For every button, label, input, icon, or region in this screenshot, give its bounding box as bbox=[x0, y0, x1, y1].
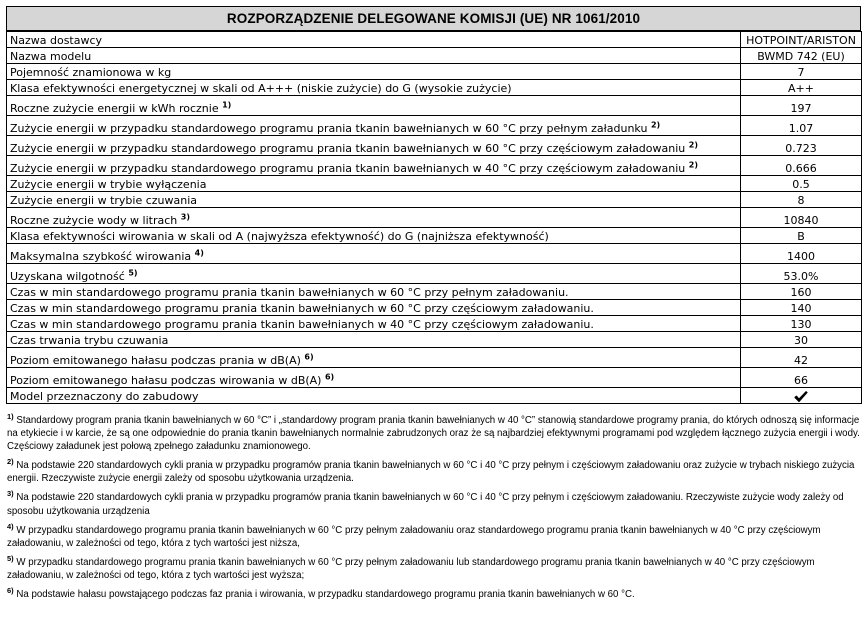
footnotes bbox=[7, 411, 860, 607]
row-label-cell bbox=[7, 368, 741, 388]
footnote-ref: 5) bbox=[128, 268, 138, 278]
row-label-cell bbox=[7, 348, 741, 368]
row-label-cell bbox=[7, 388, 741, 404]
row-label: Roczne zużycie wody w litrach bbox=[10, 214, 178, 227]
row-label-cell bbox=[7, 264, 741, 284]
row-value-cell bbox=[741, 284, 862, 300]
footnote-ref: 2) bbox=[650, 120, 661, 130]
footnote-ref: 2) bbox=[688, 140, 698, 150]
row-label-cell bbox=[7, 64, 741, 80]
row-value: 66 bbox=[794, 374, 808, 387]
row-value-cell bbox=[741, 264, 862, 284]
row-value-cell bbox=[741, 116, 862, 136]
footnote-marker: 2) bbox=[7, 457, 14, 467]
footnote bbox=[7, 491, 860, 517]
row-value: 1.07 bbox=[788, 122, 814, 135]
table-row bbox=[7, 284, 862, 300]
footnote-ref: 1) bbox=[222, 100, 232, 110]
regulation-title-bar bbox=[6, 6, 861, 31]
row-label: Pojemność znamionowa w kg bbox=[10, 66, 172, 79]
table-row bbox=[7, 48, 862, 64]
table-row bbox=[7, 368, 862, 388]
row-label: Uzyskana wilgotność bbox=[10, 270, 125, 283]
row-value: 130 bbox=[790, 318, 812, 331]
row-label-cell bbox=[7, 32, 741, 48]
table-row bbox=[7, 228, 862, 244]
row-value: 42 bbox=[794, 354, 808, 367]
footnote bbox=[7, 459, 860, 485]
row-value: BWMD 742 (EU) bbox=[757, 50, 845, 63]
footnote-marker: 1) bbox=[7, 411, 14, 421]
row-value-cell bbox=[741, 80, 862, 96]
row-label-cell bbox=[7, 300, 741, 316]
row-label: Zużycie energii w trybie czuwania bbox=[10, 194, 198, 207]
row-label-cell bbox=[7, 80, 741, 96]
footnote bbox=[7, 411, 860, 453]
row-label: Zużycie energii w przypadku standardowego programu prania tkanin bawełnianych w 60 °C przy pełnym załadunku bbox=[10, 122, 648, 135]
table-row bbox=[7, 156, 862, 176]
row-label-cell bbox=[7, 208, 741, 228]
table-row bbox=[7, 32, 862, 48]
row-value-cell bbox=[741, 208, 862, 228]
footnote-marker: 5) bbox=[7, 553, 14, 563]
row-value-cell bbox=[741, 368, 862, 388]
footnote bbox=[7, 553, 860, 582]
table-row bbox=[7, 332, 862, 348]
row-value-cell bbox=[741, 64, 862, 80]
footnote-marker: 4) bbox=[7, 521, 14, 531]
footnote-text: Na podstawie 220 standardowych cykli prania w przypadku programów prania tkanin bawełnianych w 60 °C i 40 °C przy pełnym i częściowym załadowaniu oraz zużycie w trybach niskiego zużycia energii. Rzeczywiste zużycie energii zależy od sposobu użytkowania urządzenia. bbox=[7, 460, 855, 485]
row-value: B bbox=[797, 230, 805, 243]
row-value: 0.723 bbox=[785, 142, 817, 155]
footnote-ref: 3) bbox=[180, 212, 190, 222]
footnote-text: Na podstawie 220 standardowych cykli prania w przypadku programów prania tkanin bawełnianych w 60 °C i 40 °C przy pełnym i częściowym załadowaniu. Rzeczywiste zużycie wody zależy od sposobu użytkowania urządzenia bbox=[7, 492, 844, 517]
row-label-cell bbox=[7, 96, 741, 116]
spec-table bbox=[6, 31, 862, 404]
row-label: Zużycie energii w przypadku standardowego programu prania tkanin bawełnianych w 40 °C przy częściowym załadowaniu bbox=[10, 162, 686, 175]
row-value-cell bbox=[741, 228, 862, 244]
row-label-cell bbox=[7, 284, 741, 300]
row-label-cell bbox=[7, 48, 741, 64]
row-value: 0.666 bbox=[785, 162, 817, 175]
footnote-ref: 6) bbox=[324, 372, 335, 382]
table-row bbox=[7, 64, 862, 80]
row-label: Zużycie energii w przypadku standardowego programu prania tkanin bawełnianych w 60 °C przy częściowym załadowaniu bbox=[10, 142, 686, 155]
row-label-cell bbox=[7, 136, 741, 156]
row-label: Czas trwania trybu czuwania bbox=[10, 334, 169, 347]
row-value: 8 bbox=[797, 194, 805, 207]
footnote bbox=[7, 521, 860, 550]
row-value: A++ bbox=[788, 82, 814, 95]
row-label-cell bbox=[7, 116, 741, 136]
row-value: 0.5 bbox=[792, 178, 810, 191]
table-row bbox=[7, 388, 862, 404]
row-label: Czas w min standardowego programu prania tkanin bawełnianych w 60 °C przy pełnym załadowaniu. bbox=[10, 286, 569, 299]
row-label: Maksymalna szybkość wirowania bbox=[10, 250, 192, 263]
table-row bbox=[7, 316, 862, 332]
footnote-text: Standardowy program prania tkanin bawełnianych w 60 °C” i „standardowy program prania tkanin bawełnianych w 40 °C” stanowią standardowe programy prania, do których odnoszą się informacje na etykiecie i w karcie, że są one odpowiednie do prania tkanin bawełnianych normalnie zabrudzonych oraz że są najbardziej efektywnymi programami pod względem łącznego zużycia energii i wody. Częściowy załadunek jest połową zpełnego załadunku znamionowego. bbox=[7, 415, 860, 453]
row-value: 53.0% bbox=[783, 270, 819, 283]
table-row bbox=[7, 244, 862, 264]
table-row bbox=[7, 116, 862, 136]
row-label: Czas w min standardowego programu prania tkanin bawełnianych w 40 °C przy częściowym załadowaniu. bbox=[10, 318, 594, 331]
footnote-text: Na podstawie hałasu powstającego podczas faz prania i wirowania, w przypadku standardowego programu prania tkanin bawełnianych w 60 °C. bbox=[16, 589, 635, 601]
row-label: Czas w min standardowego programu prania tkanin bawełnianych w 60 °C przy częściowym załadowaniu. bbox=[10, 302, 594, 315]
row-label-cell bbox=[7, 244, 741, 264]
table-row bbox=[7, 300, 862, 316]
table-row bbox=[7, 96, 862, 116]
row-value: 30 bbox=[794, 334, 808, 347]
row-label: Poziom emitowanego hałasu podczas wirowania w dB(A) bbox=[10, 374, 322, 387]
table-row bbox=[7, 208, 862, 228]
row-value-cell bbox=[741, 156, 862, 176]
row-value: 7 bbox=[797, 66, 805, 79]
table-row bbox=[7, 348, 862, 368]
footnote-ref: 4) bbox=[194, 248, 204, 258]
row-label-cell bbox=[7, 332, 741, 348]
table-row bbox=[7, 192, 862, 208]
table-row bbox=[7, 80, 862, 96]
row-label-cell bbox=[7, 176, 741, 192]
row-value-cell bbox=[741, 388, 862, 404]
row-label: Roczne zużycie energii w kWh rocznie bbox=[10, 102, 219, 115]
row-value-cell bbox=[741, 32, 862, 48]
row-value-cell bbox=[741, 192, 862, 208]
row-value-cell bbox=[741, 300, 862, 316]
row-value-cell bbox=[741, 96, 862, 116]
row-label: Klasa efektywności energetycznej w skali od A+++ (niskie zużycie) do G (wysokie zużycie) bbox=[10, 82, 512, 95]
footnote-text: W przypadku standardowego programu prania tkanin bawełnianych w 60 °C przy pełnym załadowaniu oraz standardowego programu prania tkanin bawełnianych w 40 °C przy częściowym załadowaniu, w zależności od tego, która z tych wartości jest niższa, bbox=[7, 524, 821, 549]
footnote-marker: 3) bbox=[7, 489, 14, 499]
row-label-cell bbox=[7, 316, 741, 332]
row-label: Model przeznaczony do zabudowy bbox=[10, 390, 199, 403]
row-value-cell bbox=[741, 244, 862, 264]
row-value: 1400 bbox=[787, 250, 815, 263]
spec-sheet bbox=[6, 6, 861, 404]
table-row bbox=[7, 136, 862, 156]
row-label: Nazwa modelu bbox=[10, 50, 92, 63]
table-row bbox=[7, 176, 862, 192]
row-label: Poziom emitowanego hałasu podczas prania w dB(A) bbox=[10, 354, 301, 367]
row-value: 140 bbox=[790, 302, 812, 315]
regulation-title: ROZPORZĄDZENIE DELEGOWANE KOMISJI (UE) NR 1061/2010 bbox=[226, 11, 641, 26]
row-value-cell bbox=[741, 136, 862, 156]
row-label-cell bbox=[7, 156, 741, 176]
row-value-cell bbox=[741, 48, 862, 64]
row-value-cell bbox=[741, 316, 862, 332]
footnote-marker: 6) bbox=[7, 585, 14, 595]
row-value: HOTPOINT/ARISTON bbox=[746, 34, 856, 47]
row-value-cell bbox=[741, 348, 862, 368]
table-row bbox=[7, 264, 862, 284]
row-label: Klasa efektywności wirowania w skali od A (najwyższa efektywność) do G (najniższa efektywność) bbox=[10, 230, 549, 243]
row-label-cell bbox=[7, 228, 741, 244]
row-label-cell bbox=[7, 192, 741, 208]
row-label: Nazwa dostawcy bbox=[10, 34, 103, 47]
footnote bbox=[7, 585, 860, 601]
row-value-cell bbox=[741, 332, 862, 348]
checkmark-icon bbox=[794, 390, 808, 403]
row-value: 10840 bbox=[783, 214, 819, 227]
footnote-ref: 2) bbox=[688, 160, 698, 170]
row-value: 197 bbox=[790, 102, 812, 115]
footnote-ref: 6) bbox=[304, 352, 314, 362]
row-label: Zużycie energii w trybie wyłączenia bbox=[10, 178, 207, 191]
row-value: 160 bbox=[790, 286, 812, 299]
footnote-text: W przypadku standardowego programu prania tkanin bawełnianych w 60 °C przy pełnym załadowaniu lub standardowego programu prania tkanin bawełnianych w 40 °C przy częściowym załadowaniu, w zależności od tego, która z tych wartości jest wyższa; bbox=[7, 556, 815, 581]
row-value-cell bbox=[741, 176, 862, 192]
